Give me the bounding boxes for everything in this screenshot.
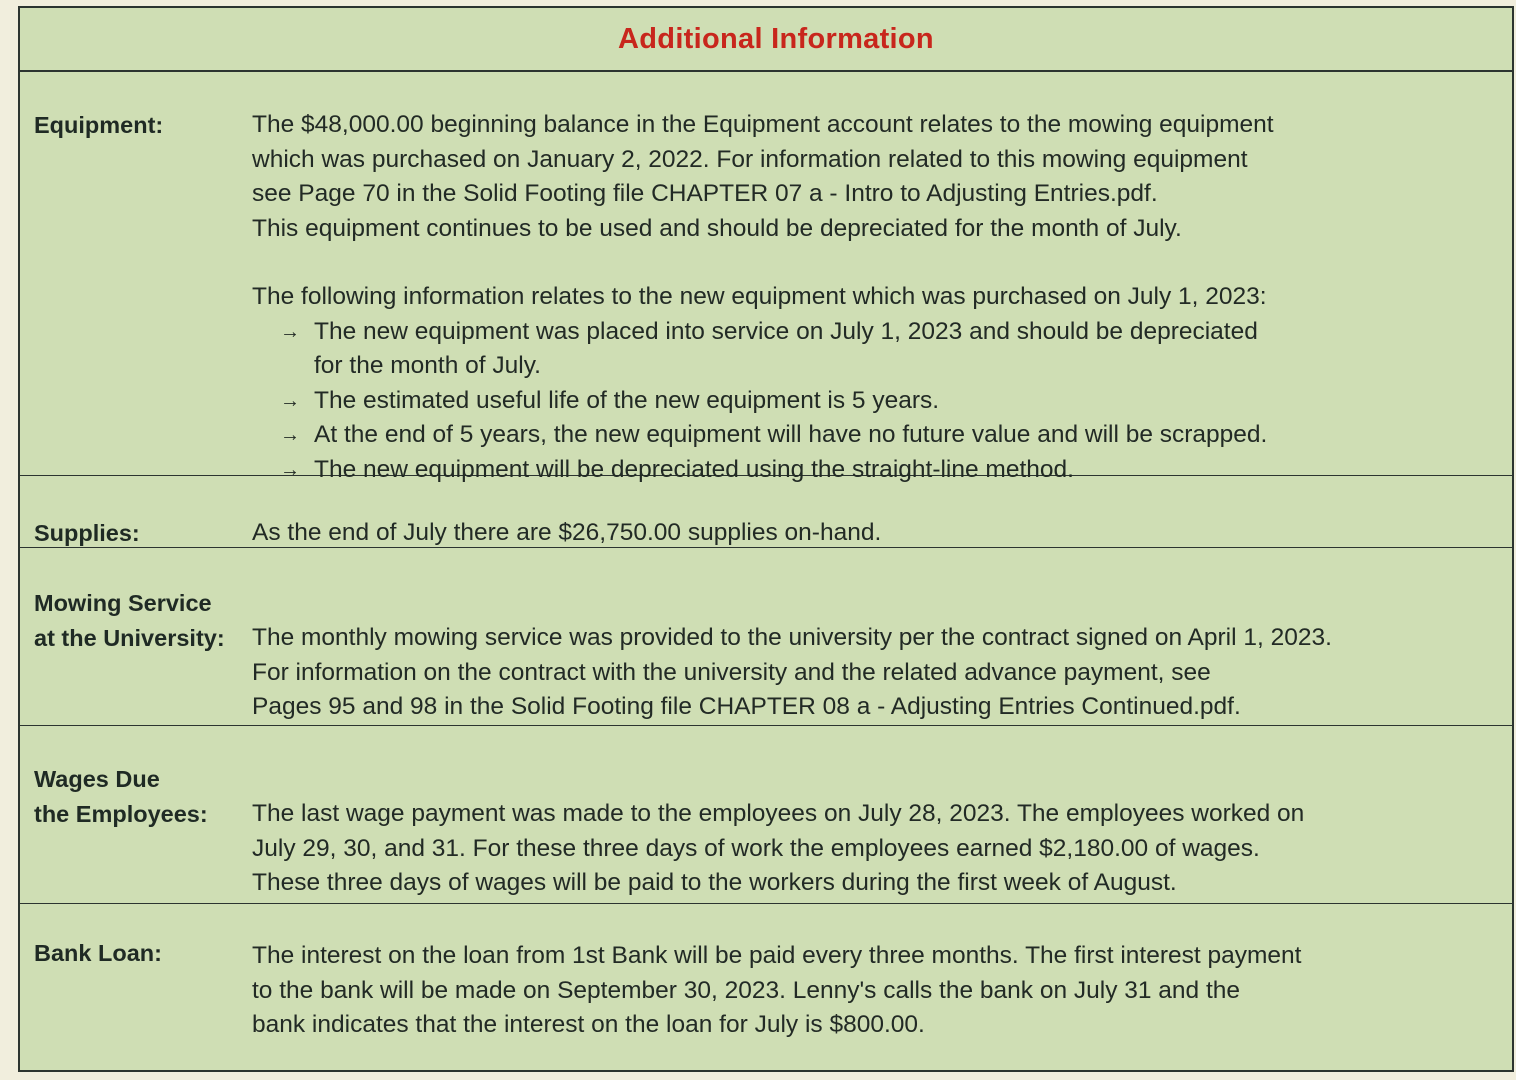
text-line: see Page 70 in the Solid Footing file CHAPTER 07 a - Intro to Adjusting Entries.pdf. xyxy=(252,180,1158,207)
arrow-right-icon: → xyxy=(280,424,300,446)
bullet-text: The new equipment was placed into service on July 1, 2023 and should be depreciated xyxy=(314,317,1258,345)
section-label-supplies xyxy=(34,516,140,551)
new-equipment-intro: The following information relates to the new equipment which was purchased on July 1, 2023: xyxy=(252,283,1267,310)
list-item xyxy=(252,384,1472,419)
section-content-equipment xyxy=(252,108,1472,487)
section-content-supplies xyxy=(252,516,1472,551)
label-line: Equipment: xyxy=(34,112,164,138)
text-line: which was purchased on January 2, 2022. For information related to this mowing equipment xyxy=(252,145,1248,173)
text-line: Pages 95 and 98 in the Solid Footing file CHAPTER 08 a - Adjusting Entries Continued.pdf. xyxy=(252,693,1241,720)
label-line: at the University: xyxy=(34,625,225,651)
arrow-right-icon: → xyxy=(280,320,300,343)
list-item xyxy=(252,315,1472,384)
text-line: to the bank will be made on September 30, 2023. Lenny's calls the bank on July 31 and the xyxy=(252,976,1241,1004)
section-label-equipment xyxy=(34,108,163,143)
arrow-right-icon: → xyxy=(280,458,300,481)
bullet-text: The estimated useful life of the new equipment is 5 years. xyxy=(314,386,940,414)
page-title: Additional Information xyxy=(618,22,934,55)
text-line: This equipment continues to be used and should be depreciated for the month of July. xyxy=(252,214,1182,242)
label-line: Supplies: xyxy=(34,520,140,546)
section-label-mowing-service xyxy=(34,586,225,656)
section-wages xyxy=(20,726,1512,904)
text-line: The monthly mowing service was provided to the university per the contract signed on April 1, 2023. xyxy=(252,624,1332,651)
section-equipment xyxy=(20,72,1512,483)
bullet-text: for the month of July. xyxy=(314,352,541,379)
label-line: Mowing Service xyxy=(34,590,212,616)
new-equipment-bullet-list xyxy=(252,315,1472,488)
text-line: The interest on the loan from 1st Bank will be paid every three months. The first interest payment xyxy=(252,942,1302,969)
text-line: The $48,000.00 beginning balance in the Equipment account relates to the mowing equipment xyxy=(252,111,1274,138)
text-line: For information on the contract with the university and the related advance payment, see xyxy=(252,658,1211,686)
arrow-right-icon: → xyxy=(280,389,300,412)
section-content-bank-loan xyxy=(252,939,1472,1043)
text-line: These three days of wages will be paid to the workers during the first week of August. xyxy=(252,869,1177,896)
list-item xyxy=(252,418,1472,453)
section-bank-loan xyxy=(20,904,1512,1070)
section-content-wages xyxy=(252,797,1472,901)
bullet-text: At the end of 5 years, the new equipment will have no future value and will be scrapped. xyxy=(314,421,1268,448)
text-line: bank indicates that the interest on the loan for July is $800.00. xyxy=(252,1011,925,1038)
additional-information-table xyxy=(18,6,1514,1072)
table-header xyxy=(20,8,1512,72)
text-line: As the end of July there are $26,750.00 supplies on-hand. xyxy=(252,519,882,546)
bullet-text: The new equipment will be depreciated using the straight-line method. xyxy=(314,455,1074,483)
section-label-bank-loan xyxy=(34,936,162,971)
section-content-mowing-service xyxy=(252,621,1472,725)
label-line: Bank Loan: xyxy=(34,940,162,966)
text-line: The last wage payment was made to the employees on July 28, 2023. The employees worked on xyxy=(252,800,1305,827)
section-mowing-service xyxy=(20,548,1512,726)
label-line: the Employees: xyxy=(34,801,208,827)
text-line: July 29, 30, and 31. For these three days of work the employees earned $2,180.00 of wages. xyxy=(252,834,1260,862)
section-supplies xyxy=(20,476,1512,548)
label-line: Wages Due xyxy=(34,766,160,792)
section-label-wages xyxy=(34,762,208,832)
paragraph-gap xyxy=(252,246,1472,280)
